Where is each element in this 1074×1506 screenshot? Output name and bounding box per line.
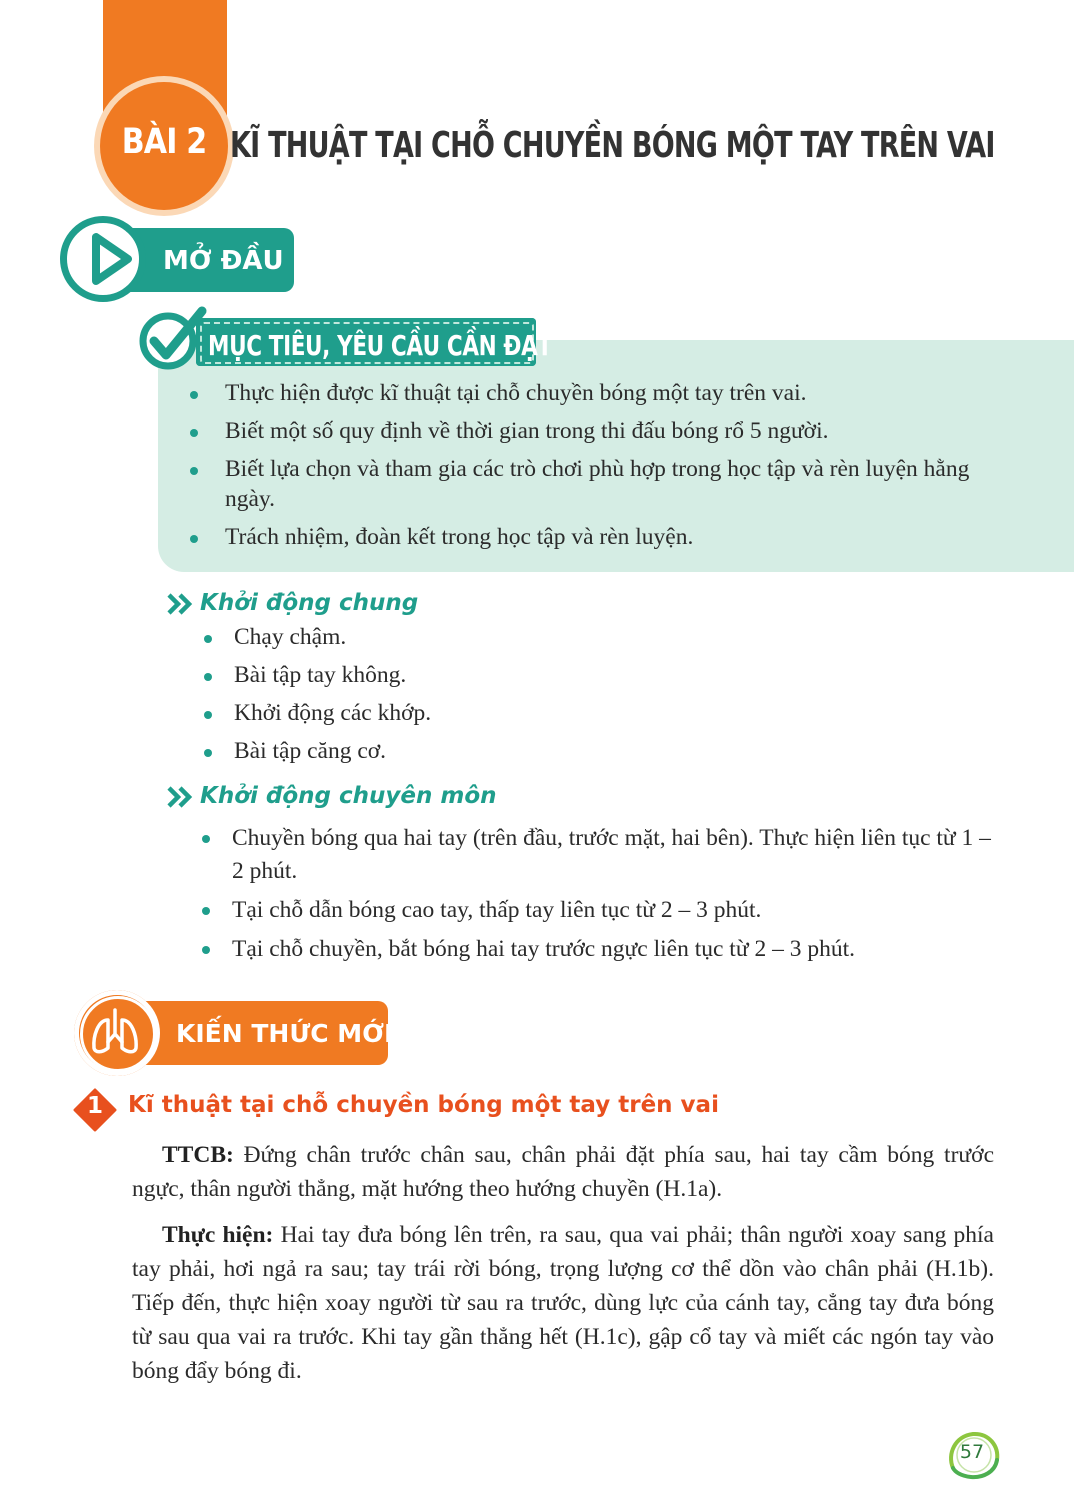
warmup-general-title: Khởi động chung (200, 590, 419, 616)
perform-paragraph (132, 1218, 994, 1388)
goal-item: Biết một số quy định về thời gian trong thi đấu bóng rổ 5 người. (186, 416, 1006, 446)
goals-list (186, 378, 1006, 560)
warmup-specific-list (200, 822, 1000, 972)
double-chevron-icon (166, 592, 196, 616)
list-item: Tại chỗ dẫn bóng cao tay, thấp tay liên tục từ 2 – 3 phút. (200, 894, 1000, 927)
list-item: Bài tập tay không. (202, 660, 1022, 690)
warmup-specific-heading (166, 783, 497, 809)
section-title: Kĩ thuật tại chỗ chuyền bóng một tay trên vai (128, 1092, 719, 1118)
ttcb-paragraph (132, 1138, 994, 1206)
warmup-specific-title: Khởi động chuyên môn (200, 783, 497, 809)
intro-label: MỞ ĐẦU (163, 246, 284, 276)
lesson-number: BÀI 2 (121, 122, 207, 162)
goal-item: Trách nhiệm, đoàn kết trong học tập và rèn luyện. (186, 522, 1006, 552)
list-item: Chạy chậm. (202, 622, 1022, 652)
goal-item: Thực hiện được kĩ thuật tại chỗ chuyền bóng một tay trên vai. (186, 378, 1006, 408)
play-icon (80, 223, 140, 295)
page-number: 57 (959, 1441, 985, 1463)
lungs-icon (88, 1006, 142, 1058)
new-knowledge-label: KIẾN THỨC MỚI (176, 1019, 394, 1048)
goals-title: MỤC TIÊU, YÊU CẦU CẦN ĐẠT (208, 329, 552, 362)
list-item: Tại chỗ chuyền, bắt bóng hai tay trước ngực liên tục từ 2 – 3 phút. (200, 933, 1000, 966)
checkmark-icon (136, 303, 212, 373)
perform-text: Hai tay đưa bóng lên trên, ra sau, qua vai phải; thân người xoay sang phía tay phải, hơi ngả ra sau; tay trái rời bóng, trọng lượng cơ thể dồn vào chân phải (H.1b). Tiếp đến, thực hiện xoay người từ sau ra trước, dùng lực của cánh tay, cẳng tay đưa bóng từ sau qua vai ra trước. Khi tay gần thẳng hết (H.1c), gập cổ tay và miết các ngón tay vào bóng đẩy bóng đi. (132, 1222, 994, 1384)
warmup-general-list (202, 622, 1022, 774)
section-number: 1 (86, 1093, 103, 1119)
list-item: Chuyền bóng qua hai tay (trên đầu, trước mặt, hai bên). Thực hiện liên tục từ 1 – 2 phút. (200, 822, 1000, 888)
warmup-general-heading (166, 590, 418, 616)
double-chevron-icon (166, 785, 196, 809)
ttcb-text: Đứng chân trước chân sau, chân phải đặt phía sau, hai tay cầm bóng trước ngực, thân người thẳng, mặt hướng theo hướng chuyền (H.1a). (132, 1142, 994, 1202)
perform-label: Thực hiện: (162, 1222, 274, 1248)
goal-item: Biết lựa chọn và tham gia các trò chơi phù hợp trong học tập và rèn luyện hằng ngày. (186, 454, 1006, 514)
lesson-title: KĨ THUẬT TẠI CHỖ CHUYỀN BÓNG MỘT TAY TRÊN VAI (230, 125, 995, 166)
list-item: Bài tập căng cơ. (202, 736, 1022, 766)
ttcb-label: TTCB: (162, 1142, 234, 1168)
list-item: Khởi động các khớp. (202, 698, 1022, 728)
